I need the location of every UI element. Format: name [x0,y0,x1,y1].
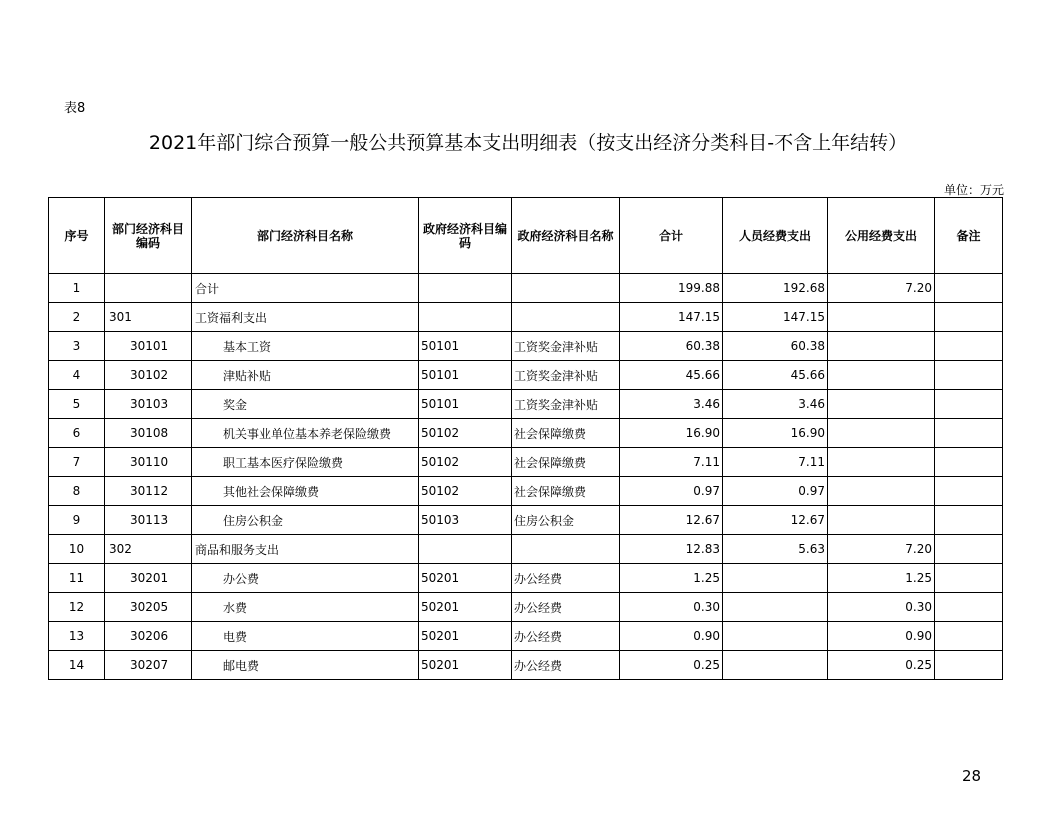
table-row [49,622,1003,651]
table-row [49,506,1003,535]
total-amount-cell: 0.97 [620,477,723,506]
personnel-expense-cell: 12.67 [723,506,828,535]
table-row [49,419,1003,448]
table-row [49,651,1003,680]
row-number-cell: 14 [49,651,105,680]
dept-econ-name-cell: 工资福利支出 [192,303,419,332]
dept-econ-code-cell: 30207 [105,651,192,680]
gov-econ-name-cell: 住房公积金 [512,506,620,535]
row-number-cell: 10 [49,535,105,564]
public-expense-cell [828,361,935,390]
personnel-expense-cell: 3.46 [723,390,828,419]
personnel-expense-cell: 5.63 [723,535,828,564]
dept-econ-code-cell: 30110 [105,448,192,477]
personnel-expense-cell: 16.90 [723,419,828,448]
total-amount-cell: 60.38 [620,332,723,361]
dept-econ-name-cell: 邮电费 [192,651,419,680]
personnel-expense-cell [723,564,828,593]
gov-econ-code-cell: 50201 [419,593,512,622]
page-number: 28 [962,767,982,785]
table-header-row [49,198,1003,274]
remark-cell [935,564,1003,593]
page-title: 2021年部门综合预算一般公共预算基本支出明细表（按支出经济分类科目-不含上年结转） [148,132,908,154]
table-row [49,303,1003,332]
table-row [49,274,1003,303]
table-row [49,477,1003,506]
remark-cell [935,274,1003,303]
remark-cell [935,419,1003,448]
personnel-expense-cell [723,651,828,680]
remark-cell [935,303,1003,332]
dept-econ-name-cell: 商品和服务支出 [192,535,419,564]
personnel-expense-cell: 45.66 [723,361,828,390]
row-number-cell: 11 [49,564,105,593]
total-amount-cell: 12.67 [620,506,723,535]
dept-econ-name-cell: 机关事业单位基本养老保险缴费 [192,419,419,448]
table-row [49,535,1003,564]
gov-econ-code-cell: 50201 [419,564,512,593]
total-amount-cell: 7.11 [620,448,723,477]
total-amount-cell: 16.90 [620,419,723,448]
personnel-expense-cell: 60.38 [723,332,828,361]
dept-econ-code-cell: 30102 [105,361,192,390]
table-row [49,390,1003,419]
remark-cell [935,593,1003,622]
total-amount-cell: 1.25 [620,564,723,593]
dept-econ-code-cell: 30112 [105,477,192,506]
total-amount-cell: 147.15 [620,303,723,332]
gov-econ-name-cell: 办公经费 [512,622,620,651]
table-body [49,274,1003,680]
row-number-cell: 4 [49,361,105,390]
table-number: 表8 [64,101,86,116]
row-number-cell: 3 [49,332,105,361]
dept-econ-code-cell: 30201 [105,564,192,593]
dept-econ-name-cell: 住房公积金 [192,506,419,535]
total-amount-cell: 199.88 [620,274,723,303]
dept-econ-name-cell: 津贴补贴 [192,361,419,390]
column-header: 政府经济科目编码 [419,198,512,274]
gov-econ-code-cell: 50102 [419,477,512,506]
public-expense-cell: 1.25 [828,564,935,593]
gov-econ-name-cell: 工资奖金津补贴 [512,390,620,419]
expenditure-table [48,197,1003,680]
gov-econ-name-cell: 工资奖金津补贴 [512,361,620,390]
public-expense-cell [828,332,935,361]
public-expense-cell: 0.90 [828,622,935,651]
gov-econ-name-cell [512,303,620,332]
gov-econ-name-cell: 工资奖金津补贴 [512,332,620,361]
dept-econ-code-cell: 30101 [105,332,192,361]
row-number-cell: 1 [49,274,105,303]
dept-econ-name-cell: 电费 [192,622,419,651]
column-header: 部门经济科目名称 [192,198,419,274]
gov-econ-name-cell: 办公经费 [512,593,620,622]
gov-econ-code-cell: 50101 [419,332,512,361]
public-expense-cell [828,448,935,477]
remark-cell [935,477,1003,506]
gov-econ-name-cell: 社会保障缴费 [512,419,620,448]
gov-econ-name-cell: 办公经费 [512,651,620,680]
row-number-cell: 13 [49,622,105,651]
table-row [49,564,1003,593]
total-amount-cell: 0.30 [620,593,723,622]
column-header: 政府经济科目名称 [512,198,620,274]
unit-label: 单位：万元 [943,183,1004,197]
public-expense-cell: 7.20 [828,535,935,564]
dept-econ-code-cell: 30205 [105,593,192,622]
dept-econ-name-cell: 合计 [192,274,419,303]
personnel-expense-cell [723,593,828,622]
gov-econ-name-cell [512,274,620,303]
column-header: 备注 [935,198,1003,274]
row-number-cell: 6 [49,419,105,448]
dept-econ-code-cell: 30113 [105,506,192,535]
column-header: 序号 [49,198,105,274]
gov-econ-name-cell [512,535,620,564]
dept-econ-code-cell: 302 [105,535,192,564]
dept-econ-name-cell: 其他社会保障缴费 [192,477,419,506]
personnel-expense-cell: 147.15 [723,303,828,332]
public-expense-cell [828,419,935,448]
gov-econ-code-cell: 50201 [419,622,512,651]
gov-econ-code-cell: 50102 [419,419,512,448]
remark-cell [935,361,1003,390]
dept-econ-code-cell: 30108 [105,419,192,448]
personnel-expense-cell [723,622,828,651]
public-expense-cell [828,303,935,332]
gov-econ-name-cell: 社会保障缴费 [512,477,620,506]
gov-econ-code-cell [419,274,512,303]
personnel-expense-cell: 192.68 [723,274,828,303]
dept-econ-name-cell: 办公费 [192,564,419,593]
public-expense-cell: 7.20 [828,274,935,303]
public-expense-cell: 0.30 [828,593,935,622]
row-number-cell: 12 [49,593,105,622]
remark-cell [935,390,1003,419]
table-row [49,593,1003,622]
total-amount-cell: 0.90 [620,622,723,651]
table-row [49,448,1003,477]
gov-econ-code-cell: 50101 [419,390,512,419]
gov-econ-name-cell: 办公经费 [512,564,620,593]
dept-econ-name-cell: 职工基本医疗保险缴费 [192,448,419,477]
dept-econ-name-cell: 基本工资 [192,332,419,361]
dept-econ-name-cell: 水费 [192,593,419,622]
dept-econ-code-cell [105,274,192,303]
dept-econ-code-cell: 30206 [105,622,192,651]
total-amount-cell: 12.83 [620,535,723,564]
remark-cell [935,651,1003,680]
remark-cell [935,535,1003,564]
public-expense-cell [828,477,935,506]
gov-econ-code-cell: 50102 [419,448,512,477]
gov-econ-code-cell [419,535,512,564]
public-expense-cell: 0.25 [828,651,935,680]
remark-cell [935,622,1003,651]
gov-econ-code-cell: 50103 [419,506,512,535]
row-number-cell: 7 [49,448,105,477]
table-row [49,361,1003,390]
dept-econ-code-cell: 301 [105,303,192,332]
column-header: 公用经费支出 [828,198,935,274]
column-header: 合计 [620,198,723,274]
gov-econ-code-cell [419,303,512,332]
gov-econ-name-cell: 社会保障缴费 [512,448,620,477]
gov-econ-code-cell: 50201 [419,651,512,680]
personnel-expense-cell: 0.97 [723,477,828,506]
row-number-cell: 2 [49,303,105,332]
row-number-cell: 9 [49,506,105,535]
remark-cell [935,448,1003,477]
remark-cell [935,332,1003,361]
column-header: 人员经费支出 [723,198,828,274]
row-number-cell: 8 [49,477,105,506]
remark-cell [935,506,1003,535]
public-expense-cell [828,506,935,535]
row-number-cell: 5 [49,390,105,419]
total-amount-cell: 45.66 [620,361,723,390]
total-amount-cell: 0.25 [620,651,723,680]
personnel-expense-cell: 7.11 [723,448,828,477]
public-expense-cell [828,390,935,419]
total-amount-cell: 3.46 [620,390,723,419]
table-row [49,332,1003,361]
gov-econ-code-cell: 50101 [419,361,512,390]
dept-econ-name-cell: 奖金 [192,390,419,419]
dept-econ-code-cell: 30103 [105,390,192,419]
column-header: 部门经济科目编码 [105,198,192,274]
